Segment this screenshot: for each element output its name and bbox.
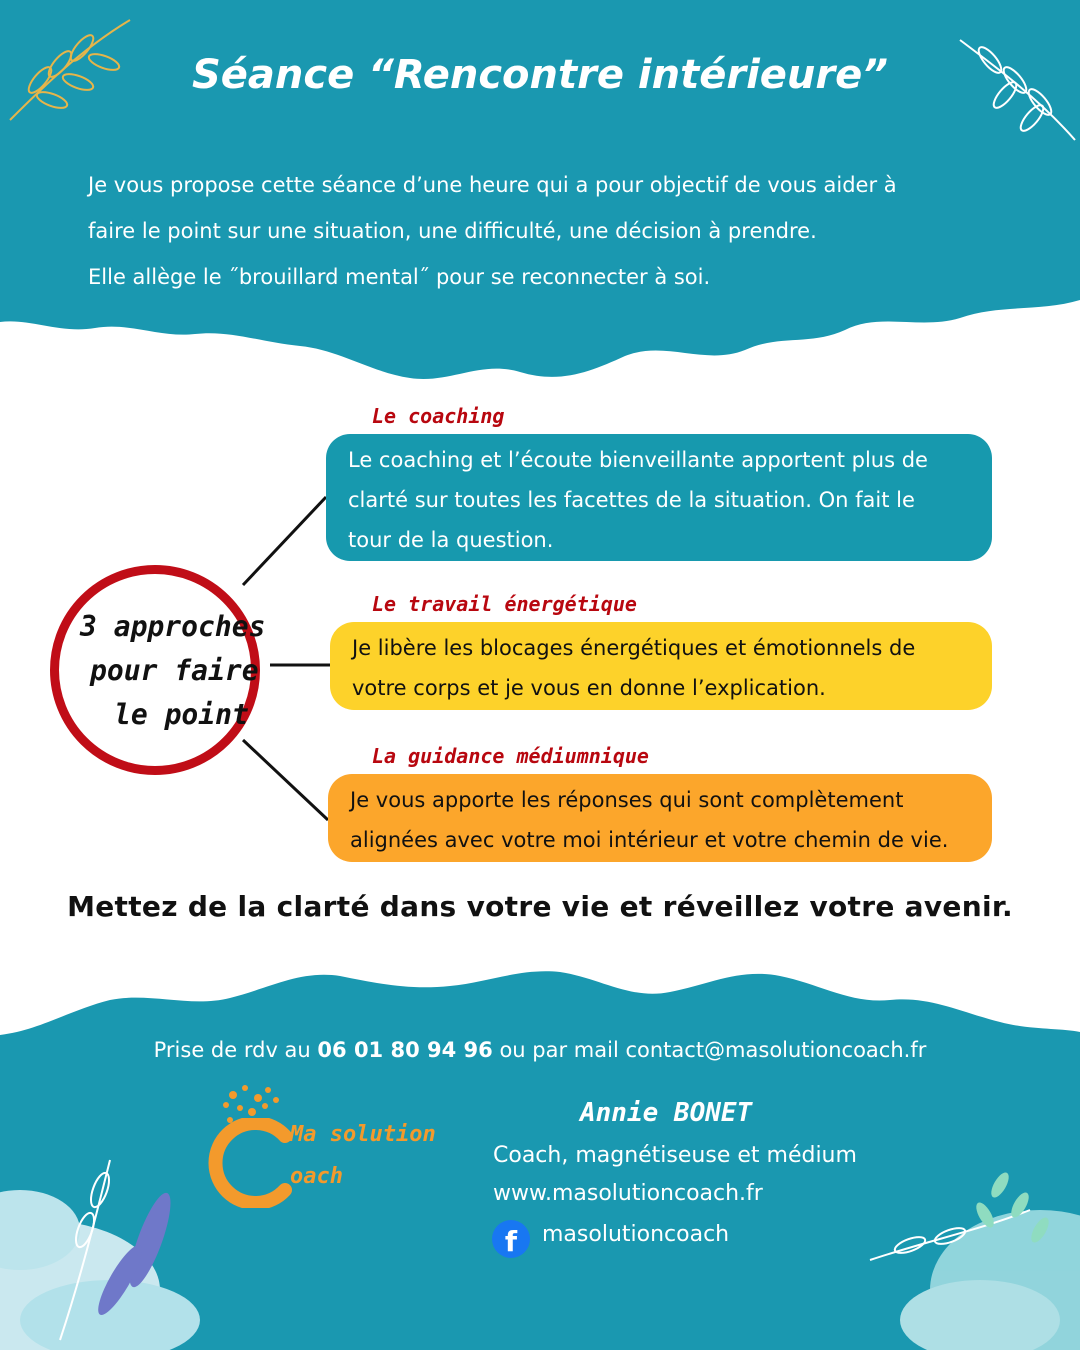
approach-line: alignées avec votre moi intérieur et votre chemin de vie.	[350, 828, 949, 852]
approach-heading-energetique: Le travail énergétique	[372, 592, 637, 616]
hub-line: le point	[114, 698, 249, 731]
approach-box-coaching	[326, 434, 992, 561]
intro-text	[88, 162, 1008, 300]
page-title: Séance “Rencontre intérieure”	[191, 52, 888, 98]
hub-line: 3 approches	[80, 610, 266, 643]
logo-text-line1: Ma solution	[290, 1122, 436, 1147]
approach-line: votre corps et je vous en donne l’explication.	[352, 676, 826, 700]
approach-heading-guidance: La guidance médiumnique	[372, 744, 649, 768]
intro-line: faire le point sur une situation, une difficulté, une décision à prendre.	[88, 219, 817, 243]
connector-line-coaching	[243, 497, 326, 585]
intro-line: Je vous propose cette séance d’une heure qui a pour objectif de vous aider à	[88, 173, 897, 197]
approach-line: Je vous apporte les réponses qui sont complètement	[350, 788, 904, 812]
contact-prefix: Prise de rdv au	[153, 1038, 318, 1062]
facebook-icon[interactable]: f	[492, 1220, 530, 1258]
approach-box-guidance	[328, 774, 992, 862]
intro-line: Elle allège le ˝brouillard mental˝ pour se reconnecter à soi.	[88, 265, 711, 289]
tagline: Mettez de la clarté dans votre vie et réveillez votre avenir.	[67, 890, 1013, 923]
approach-line: Je libère les blocages énergétiques et émotionnels de	[352, 636, 916, 660]
coach-role: Coach, magnétiseuse et médium	[493, 1143, 857, 1168]
connector-line-guidance	[243, 740, 328, 820]
phone-number[interactable]: 06 01 80 94 96	[317, 1038, 493, 1062]
contact-email[interactable]: ou par mail contact@masolutioncoach.fr	[492, 1038, 927, 1062]
facebook-handle[interactable]: masolutioncoach	[542, 1222, 730, 1247]
approach-line: Le coaching et l’écoute bienveillante apportent plus de	[348, 448, 928, 472]
approach-box-energetique	[330, 622, 992, 710]
hub-line: pour faire	[90, 654, 259, 687]
approach-heading-coaching: Le coaching	[372, 404, 505, 428]
coach-name: Annie BONET	[580, 1098, 753, 1128]
logo-text-line2: oach	[290, 1164, 343, 1189]
approaches-hub-label	[60, 605, 270, 737]
approach-line: tour de la question.	[348, 528, 554, 552]
contact-line	[0, 1038, 1080, 1062]
website-link[interactable]: www.masolutioncoach.fr	[493, 1181, 763, 1206]
approach-line: clarté sur toutes les facettes de la situation. On fait le	[348, 488, 915, 512]
